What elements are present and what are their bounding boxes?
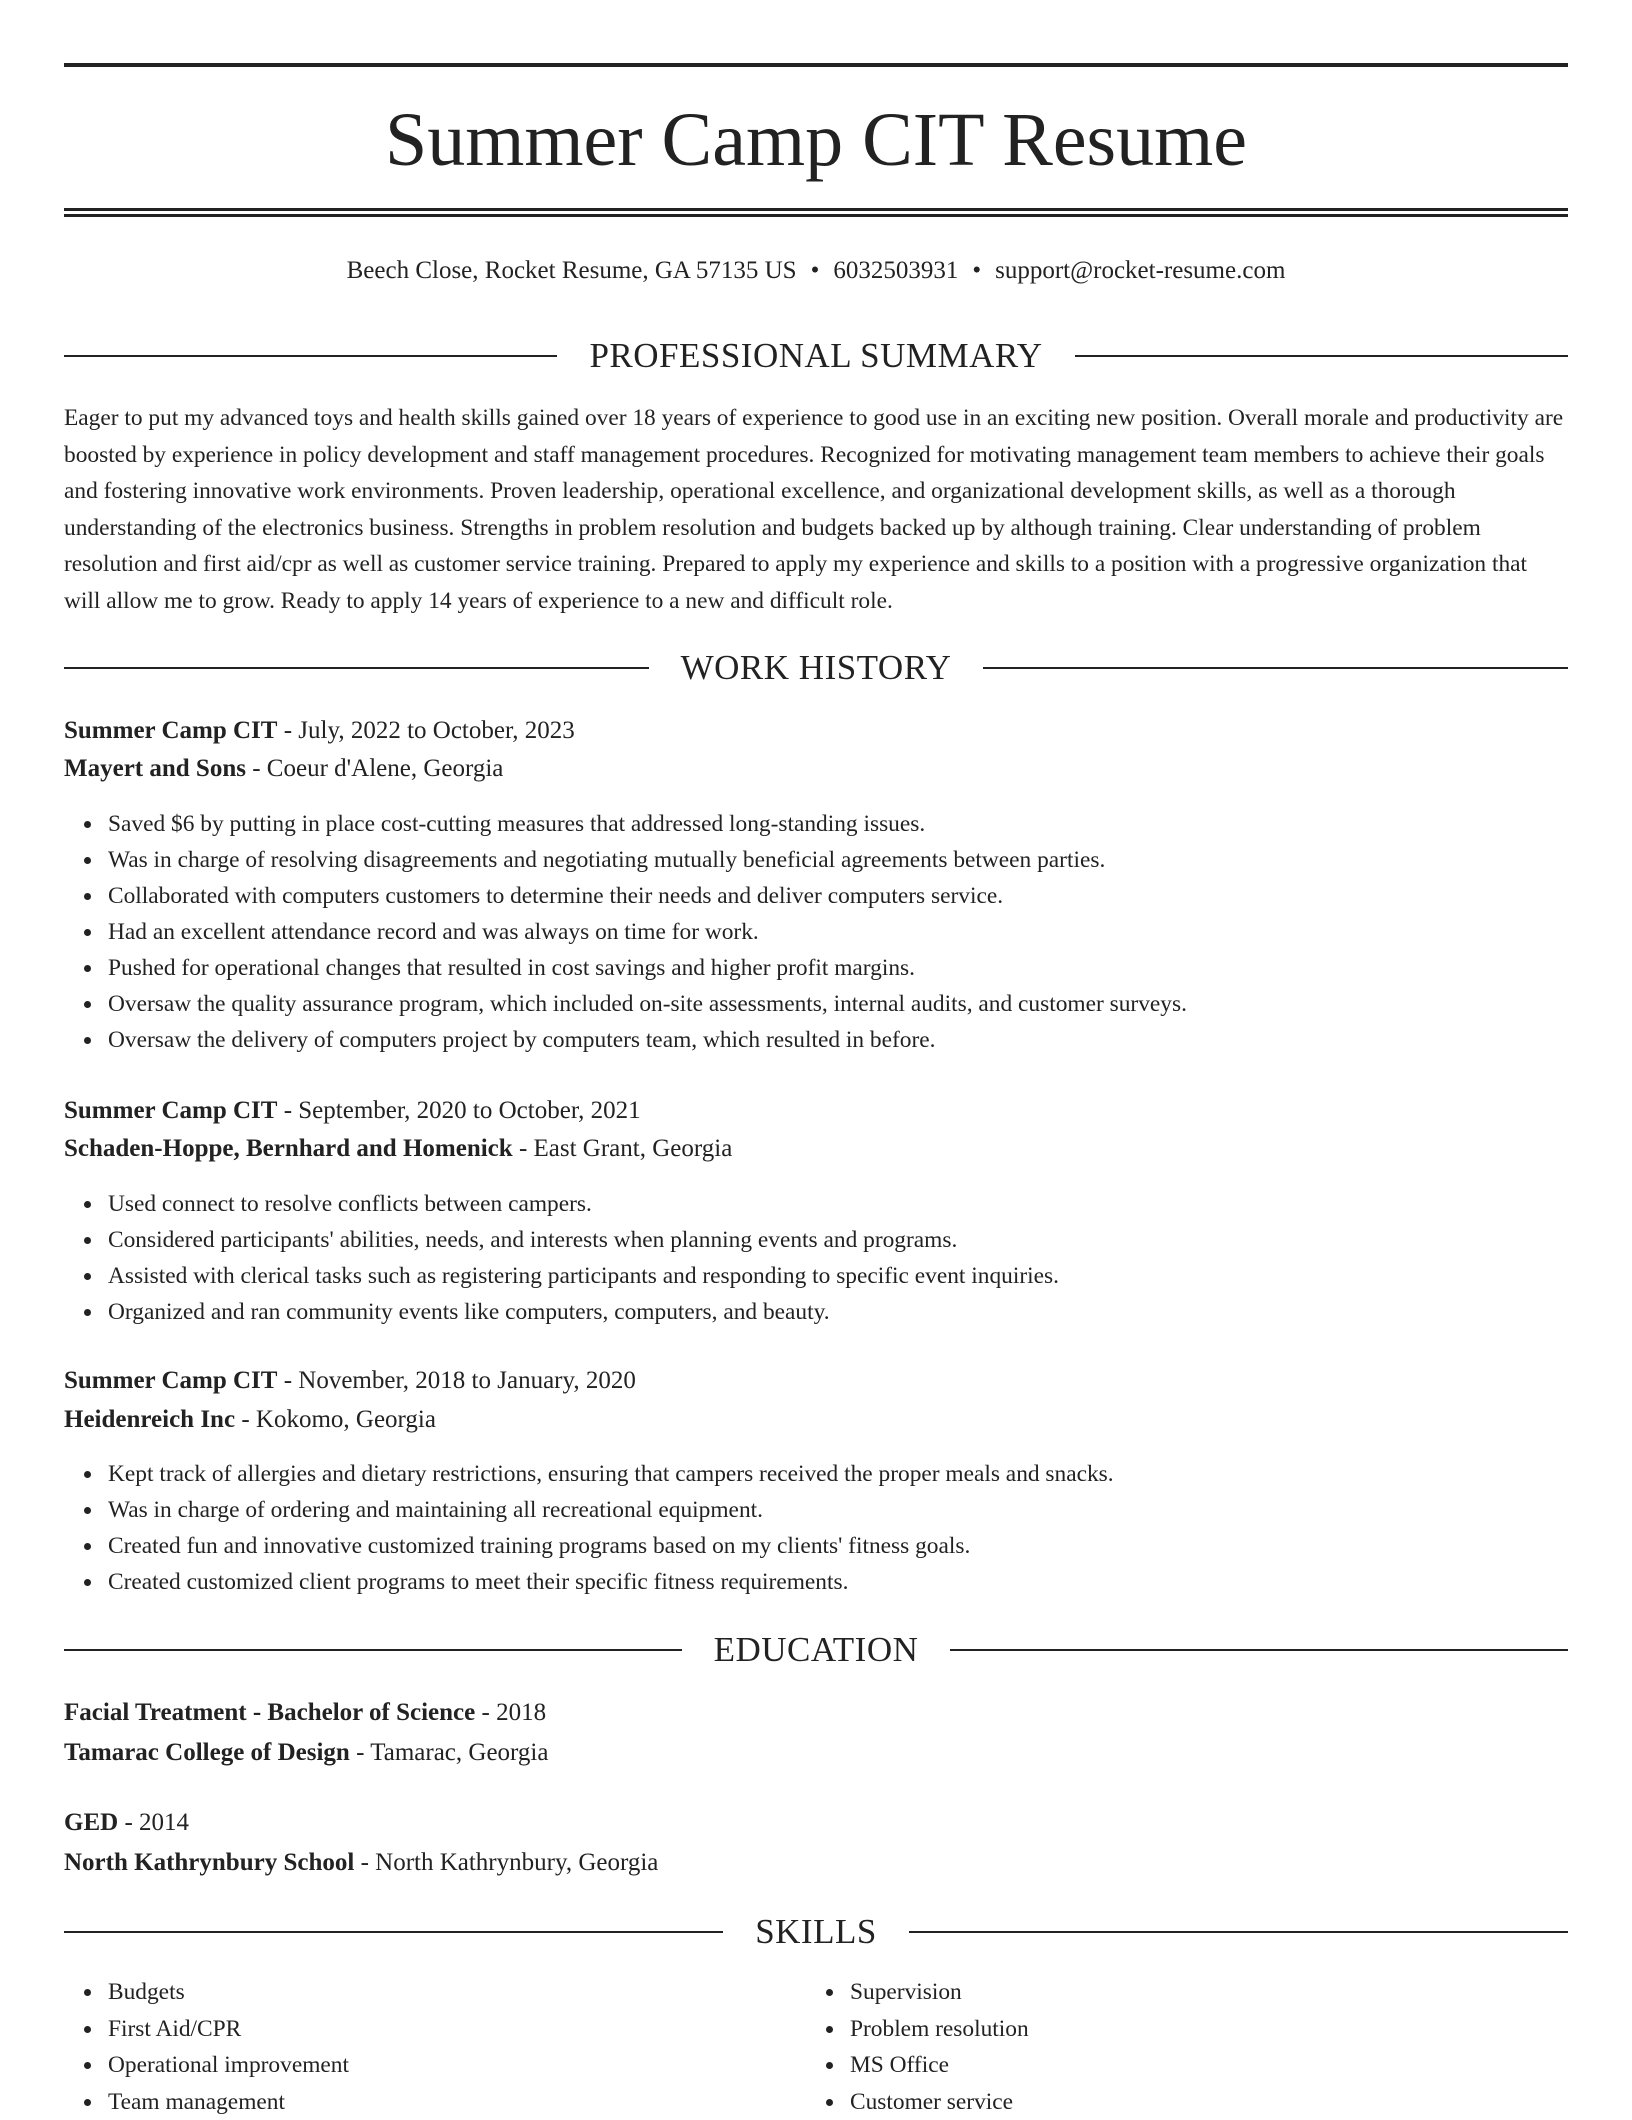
contact-address: Beech Close, Rocket Resume, GA 57135 US <box>347 257 797 284</box>
education-degree-line <box>64 1696 1568 1730</box>
education-school-line <box>64 1736 1568 1770</box>
job-dates: - November, 2018 to January, 2020 <box>277 1367 635 1394</box>
list-item: Created customized client programs to meet their specific fitness requirements. <box>108 1564 1568 1600</box>
skill-item: First Aid/CPR <box>108 2011 1568 2048</box>
job-bullet-list <box>64 806 1568 1058</box>
section-rule <box>64 1931 723 1933</box>
list-item: Kept track of allergies and dietary restrictions, ensuring that campers received the proper meals and snacks. <box>108 1456 1568 1492</box>
job-bullet-list <box>64 1186 1568 1330</box>
section-heading-skills <box>64 1910 1568 1954</box>
job-employer: Schaden-Hoppe, Bernhard and Homenick <box>64 1135 513 1162</box>
job-location: - Kokomo, Georgia <box>235 1406 436 1433</box>
list-item: Was in charge of ordering and maintaining all recreational equipment. <box>108 1492 1568 1528</box>
contact-phone: 6032503931 <box>833 257 958 284</box>
list-item: Pushed for operational changes that resulted in cost savings and higher profit margins. <box>108 950 1568 986</box>
skill-item: Problem resolution <box>850 2011 1632 2048</box>
job-employer-line <box>64 752 1568 786</box>
list-item: Created fun and innovative customized training programs based on my clients' fitness goals. <box>108 1528 1568 1564</box>
header-double-rule <box>64 208 1568 217</box>
skill-item: Customer service <box>850 2084 1632 2120</box>
contact-separator: • <box>811 254 820 288</box>
section-title: EDUCATION <box>682 1628 951 1672</box>
list-item: Oversaw the delivery of computers project by computers team, which resulted in before. <box>108 1022 1568 1058</box>
list-item: Was in charge of resolving disagreements and negotiating mutually beneficial agreements between parties. <box>108 842 1568 878</box>
education-year: - 2018 <box>475 1699 546 1726</box>
contact-separator: • <box>972 254 981 288</box>
section-rule <box>1075 355 1568 357</box>
job-dates: - September, 2020 to October, 2021 <box>277 1097 640 1124</box>
section-rule <box>64 355 557 357</box>
education-degree-line <box>64 1806 1568 1840</box>
job-dates: - July, 2022 to October, 2023 <box>277 717 574 744</box>
job-employer-line <box>64 1403 1568 1437</box>
resume-title: Summer Camp CIT Resume <box>64 92 1568 188</box>
job-location: - East Grant, Georgia <box>513 1135 733 1162</box>
skill-item: Budgets <box>108 1974 1568 2011</box>
list-item: Considered participants' abilities, needs, and interests when planning events and programs. <box>108 1222 1568 1258</box>
job-title: Summer Camp CIT <box>64 1367 277 1394</box>
education-degree: GED <box>64 1809 118 1836</box>
skill-item: Team management <box>108 2084 1568 2120</box>
education-year: - 2014 <box>118 1809 189 1836</box>
education-school: Tamarac College of Design <box>64 1739 350 1766</box>
job-employer: Heidenreich Inc <box>64 1406 235 1433</box>
education-school-line <box>64 1846 1568 1880</box>
section-rule <box>64 1649 682 1651</box>
job-employer: Mayert and Sons <box>64 755 246 782</box>
skills-list <box>806 1974 1632 2120</box>
list-item: Oversaw the quality assurance program, which included on-site assessments, internal audits, and customer surveys. <box>108 986 1568 1022</box>
job-employer-line <box>64 1132 1568 1166</box>
list-item: Organized and ran community events like computers, computers, and beauty. <box>108 1294 1568 1330</box>
section-rule <box>983 667 1568 669</box>
section-heading-work-history <box>64 646 1568 690</box>
contact-email: support@rocket-resume.com <box>995 257 1285 284</box>
section-heading-summary <box>64 334 1568 378</box>
education-location: - North Kathrynbury, Georgia <box>354 1849 658 1876</box>
section-rule <box>950 1649 1568 1651</box>
list-item: Used connect to resolve conflicts between campers. <box>108 1186 1568 1222</box>
section-heading-education <box>64 1628 1568 1672</box>
skill-item: Operational improvement <box>108 2047 1568 2084</box>
section-title: WORK HISTORY <box>649 646 984 690</box>
job-title-line <box>64 1364 1568 1398</box>
job-title-line <box>64 714 1568 748</box>
contact-line <box>64 254 1568 288</box>
skill-item: Supervision <box>850 1974 1632 2011</box>
section-title: PROFESSIONAL SUMMARY <box>557 334 1074 378</box>
summary-paragraph: Eager to put my advanced toys and health skills gained over 18 years of experience to good use in an exciting new position. Overall morale and productivity are boosted by experience in policy development and staff management procedures. Recognized for motivating management team members to achieve their goals and fostering innovative work environments. Proven leadership, operational excellence, and organizational development skills, as well as a thorough understanding of the electronics business. Strengths in problem resolution and budgets backed up by although training. Clear understanding of problem resolution and first aid/cpr as well as customer service training. Prepared to apply my experience and skills to a position with a progressive organization that will allow me to grow. Ready to apply 14 years of experience to a new and difficult role. <box>64 400 1568 619</box>
education-school: North Kathrynbury School <box>64 1849 354 1876</box>
list-item: Saved $6 by putting in place cost-cutting measures that addressed long-standing issues. <box>108 806 1568 842</box>
job-title-line <box>64 1094 1568 1128</box>
header-top-rule <box>64 63 1568 67</box>
education-degree: Facial Treatment - Bachelor of Science <box>64 1699 475 1726</box>
job-title: Summer Camp CIT <box>64 717 277 744</box>
list-item: Had an excellent attendance record and was always on time for work. <box>108 914 1568 950</box>
education-location: - Tamarac, Georgia <box>350 1739 549 1766</box>
section-rule <box>64 667 649 669</box>
list-item: Collaborated with computers customers to determine their needs and deliver computers service. <box>108 878 1568 914</box>
section-rule <box>909 1931 1568 1933</box>
job-bullet-list <box>64 1456 1568 1600</box>
skill-item: MS Office <box>850 2047 1632 2084</box>
job-title: Summer Camp CIT <box>64 1097 277 1124</box>
section-title: SKILLS <box>723 1910 909 1954</box>
job-location: - Coeur d'Alene, Georgia <box>246 755 503 782</box>
list-item: Assisted with clerical tasks such as registering participants and responding to specific event inquiries. <box>108 1258 1568 1294</box>
